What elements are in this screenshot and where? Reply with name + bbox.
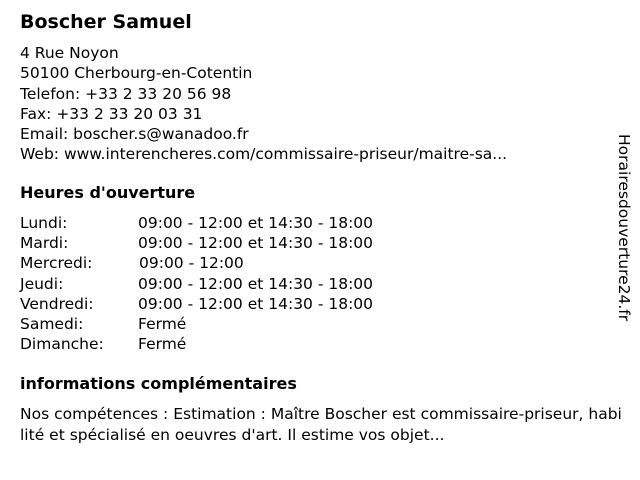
street-address: 4 Rue Noyon	[20, 44, 119, 62]
contact-block	[20, 43, 507, 165]
day-hours: 09:00 - 12:00 et 14:30 - 18:00	[138, 274, 374, 293]
email-address: Email: boscher.s@wanadoo.fr	[20, 125, 249, 144]
hours-heading: Heures d'ouverture	[20, 183, 196, 202]
day-hours: 09:00 - 12:00 et 14:30 - 18:00	[138, 214, 374, 232]
info-description: Nos compétences : Estimation : Maître Boscher est commissaire-priseur, habilité et spécialisé en oeuvres d'art. Il estime vos objet...	[20, 405, 622, 444]
info-heading: informations complémentaires	[20, 374, 297, 393]
day-hours: Fermé	[138, 335, 187, 354]
website-link[interactable]: Web: www.interencheres.com/commissaire-priseur/maitre-sa...	[20, 145, 508, 164]
day-label: Dimanche:	[20, 335, 104, 354]
day-label: Lundi:	[20, 214, 68, 232]
day-hours: Fermé	[138, 314, 187, 333]
day-hours: 09:00 - 12:00	[139, 254, 244, 273]
day-label: Jeudi:	[20, 274, 64, 293]
business-name: Boscher Samuel	[20, 11, 192, 33]
city-address: 50100 Cherbourg-en-Cotentin	[20, 64, 253, 83]
day-label: Mercredi:	[20, 254, 93, 273]
day-label: Vendredi:	[20, 294, 94, 313]
phone-number: Telefon: +33 2 33 20 56 98	[20, 84, 232, 103]
day-label: Mardi:	[20, 234, 69, 253]
day-label: Samedi:	[20, 314, 84, 333]
day-hours: 09:00 - 12:00 et 14:30 - 18:00	[138, 294, 374, 313]
site-watermark: Horairesdouverture24.fr	[615, 134, 633, 322]
day-hours: 09:00 - 12:00 et 14:30 - 18:00	[138, 234, 374, 253]
fax-number: Fax: +33 2 33 20 03 31	[20, 104, 203, 123]
